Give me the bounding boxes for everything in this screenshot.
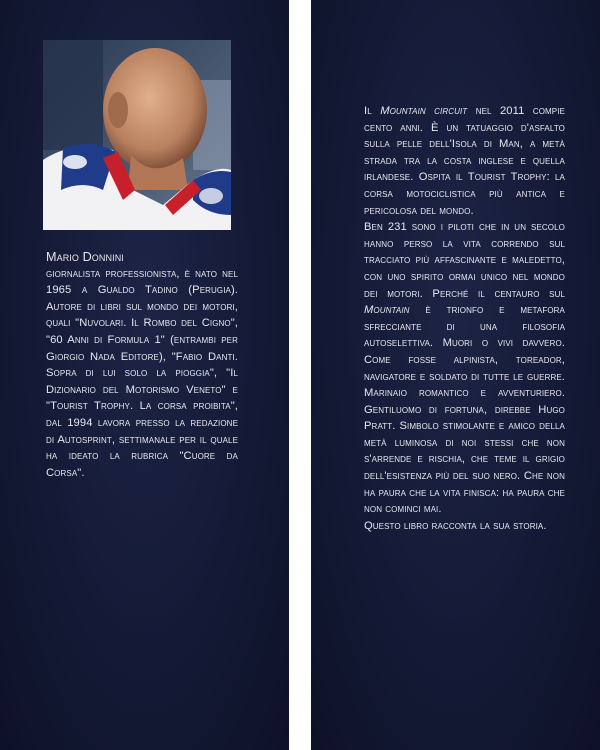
author-name: Mario Donnini <box>46 250 124 264</box>
book-paragraph-2 <box>364 219 565 518</box>
author-portrait-image <box>43 40 231 230</box>
author-bio <box>46 249 238 481</box>
book-description <box>364 103 565 534</box>
author-bio-text: giornalista professionista, è nato nel 1965 a Gualdo Tadino (Perugia). Autore di libri sul mondo dei motori, quali "Nuvolari. Il Rombo del Cigno", "60 Anni di Formula 1" (entrambi per Giorgio Nada Editore), "Fabio Danti. Sopra di lui solo la pioggia", "Il Dizionario del Motorismo Veneto" e "Tourist Trophy. La corsa proibita", dal 1994 lavora presso la redazione di Autosprint, settimanale per il quale ha ideato la rubrica "Cuore da Corsa". <box>46 267 238 479</box>
left-panel <box>0 0 289 750</box>
book-p2-title: Mountain <box>364 304 410 317</box>
book-paragraph-3: Questo libro racconta la sua storia. <box>364 519 547 532</box>
book-p2-start: Ben 231 sono i piloti che in un secolo hanno perso la vita correndo sul tracciato più affascinante e maledetto, con uno spirito ormai unico nel mondo dei motori. Perché il centauro sul <box>364 221 565 300</box>
book-p1-rest: nel 2011 compie cento anni. È un tatuaggio d'asfalto sulla pelle dell'Isola di Man, a metà strada tra la costa inglese e quella irlandese. Ospita il Tourist Trophy: la corsa motociclistica più antica e pericolosa del mondo. <box>364 105 566 217</box>
book-p2-rest: è trionfo e metafora sfrecciante di una filosofia autoselettiva. Muori o vivi davvero. Come fosse alpinista, toreador, navigatore e soldato di tutte le guerre. Marinaio romantico e avventuriero. Gentiluomo di fortuna, direbbe Hugo Pratt. Simbolo stimolante e amico della metà luminosa di noi stessi che non s'arrende e rischia, che teme il grigio dell'esistenza più del suo nero. Che non ha paura che la vita finisca: ha paura che non cominci mai. <box>364 304 565 516</box>
book-paragraph-1 <box>364 103 565 219</box>
author-photo <box>43 40 231 230</box>
book-p1-title: Mountain circuit <box>380 105 468 117</box>
book-p1-start: Il <box>364 105 381 117</box>
